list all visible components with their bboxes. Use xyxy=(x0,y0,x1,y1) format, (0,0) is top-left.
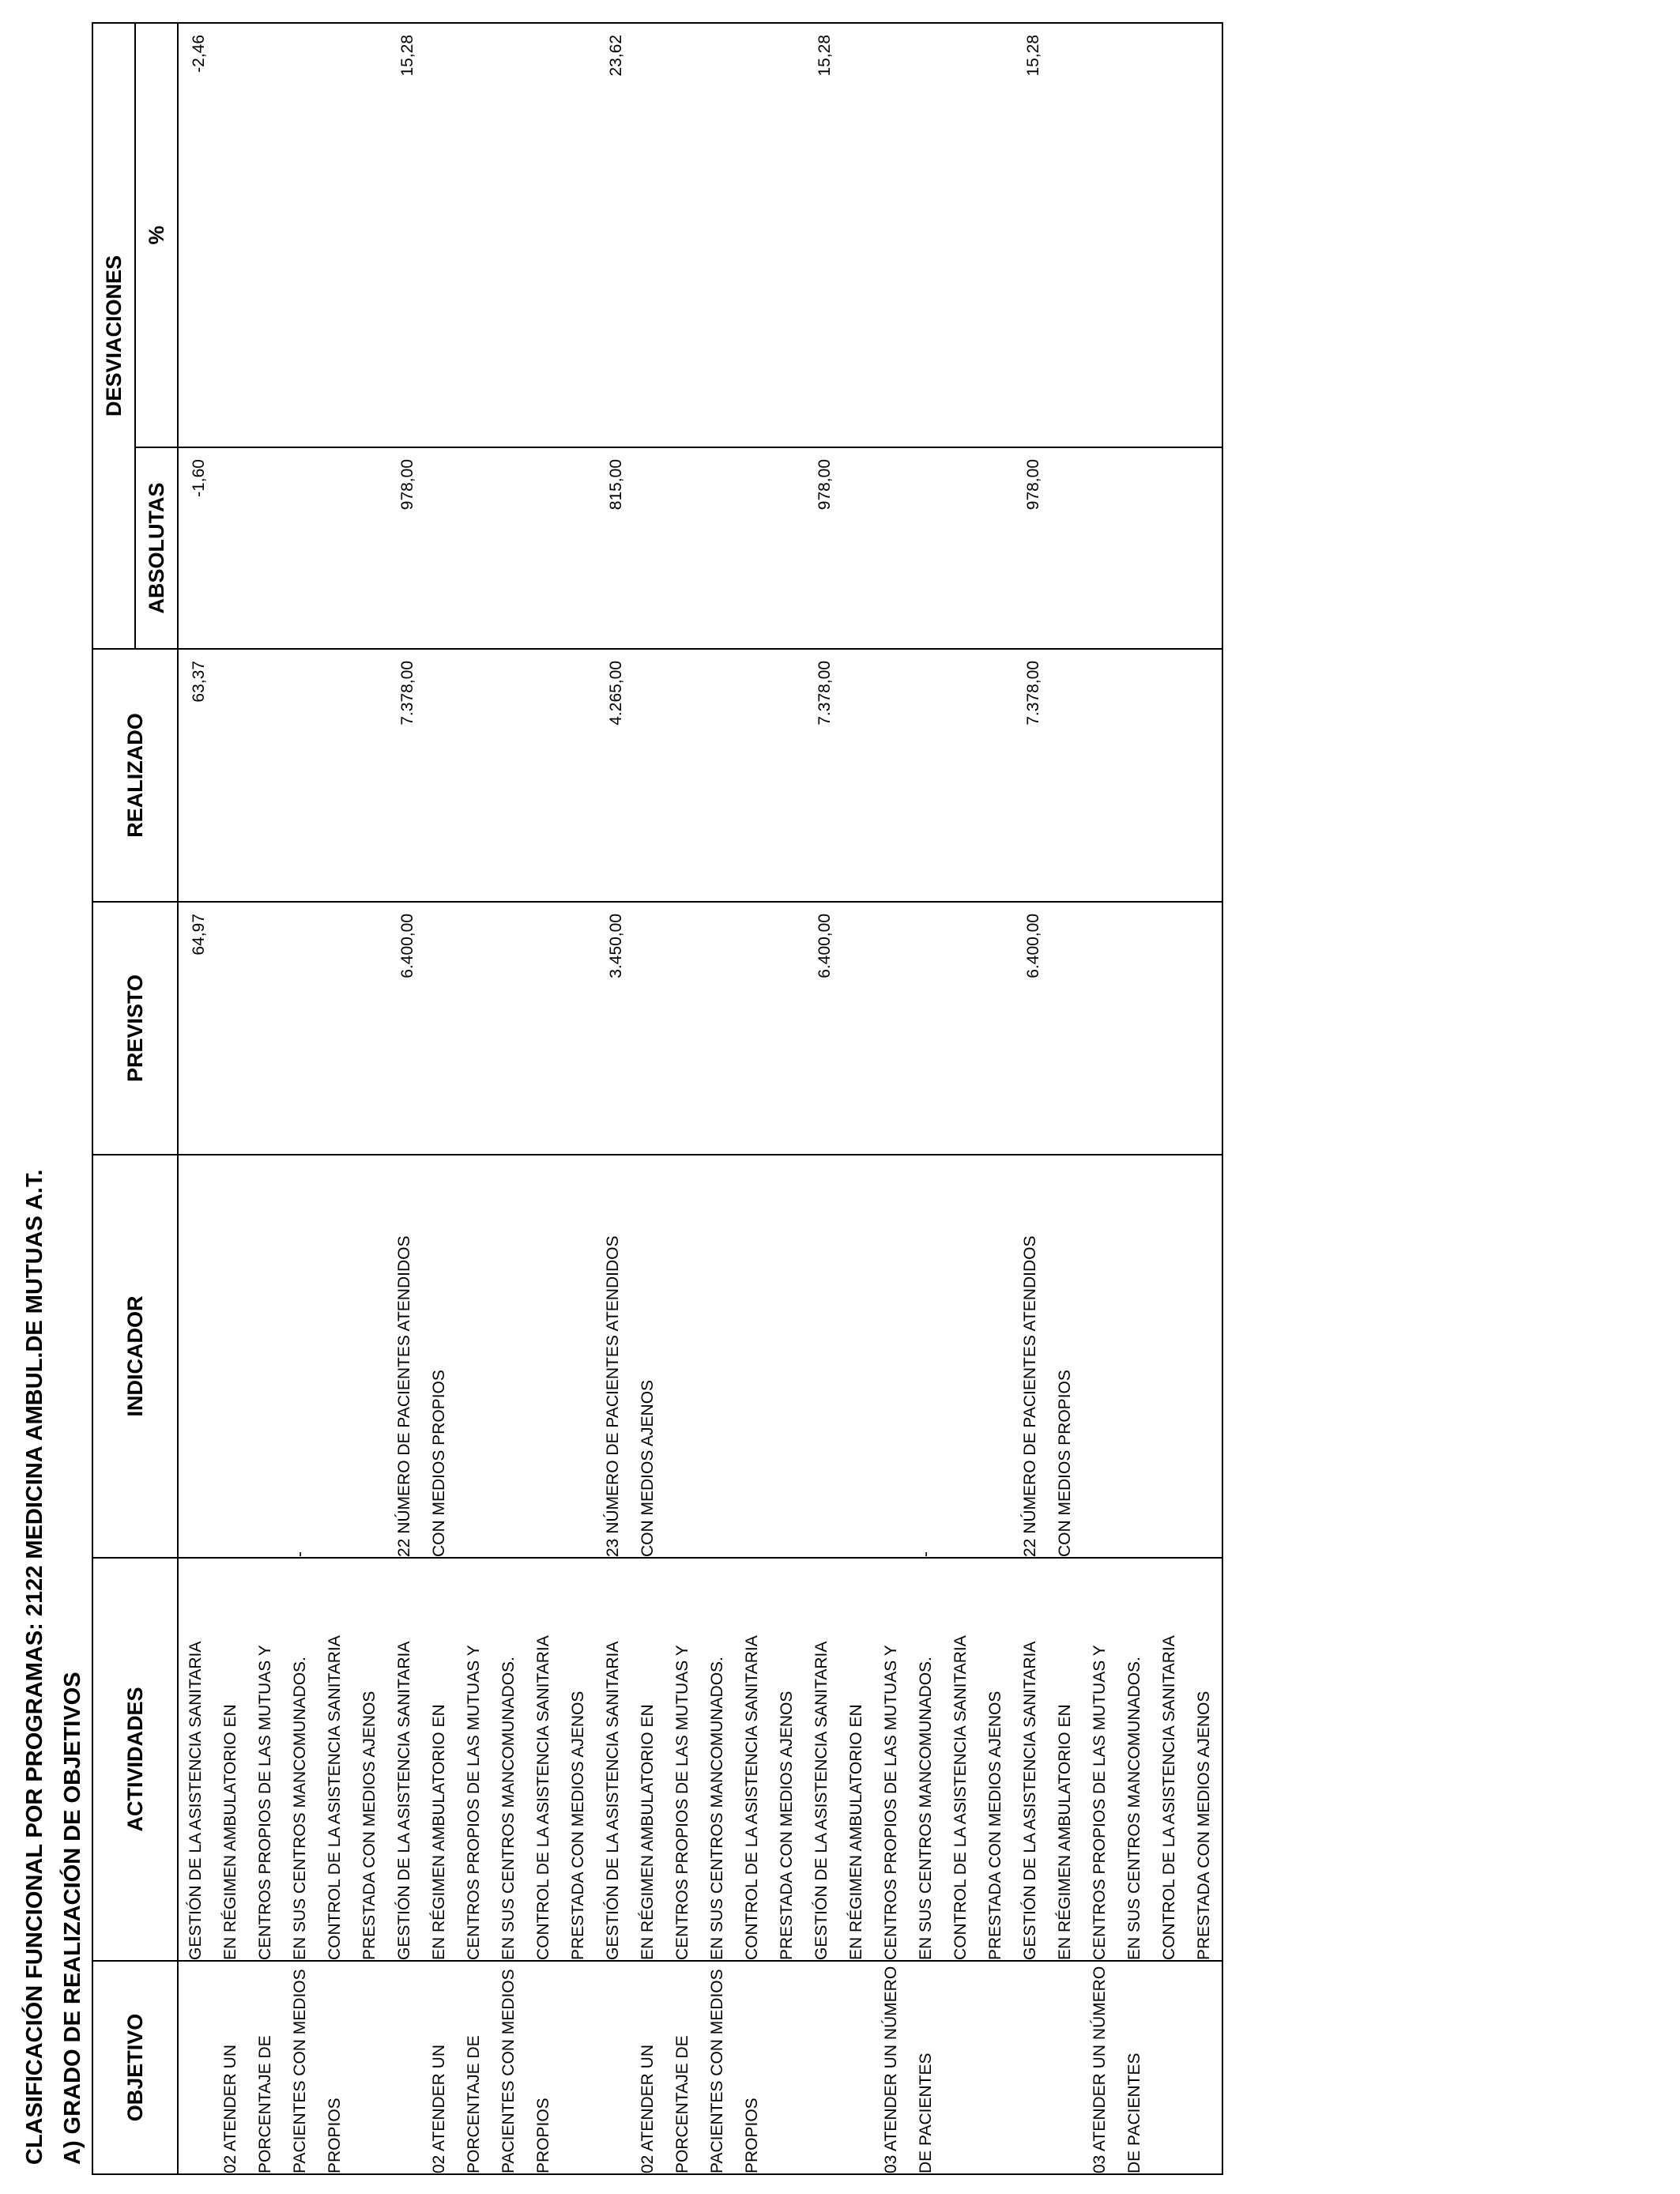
cell-porcentaje: -2,46 xyxy=(178,23,387,447)
cell-indicador: - xyxy=(178,1155,387,1558)
table-row xyxy=(178,23,387,2174)
cell-porcentaje: 15,28 xyxy=(804,23,1013,447)
cell-actividades: GESTIÓN DE LA ASISTENCIA SANITARIA EN RÉGIMEN AMBULATORIO EN CENTROS PROPIOS DE LAS MUTUAS Y EN SUS CENTROS MANCOMUNADOS. CONTROL DE LA ASISTENCIA SANITARIA PRESTADA CON MEDIOS AJENOS xyxy=(178,1558,387,1961)
header-previsto: PREVISTO xyxy=(92,902,178,1155)
cell-previsto: 6.400,00 xyxy=(387,902,596,1155)
cell-absolutas: 978,00 xyxy=(387,447,596,649)
cell-porcentaje: 15,28 xyxy=(387,23,596,447)
page-title: CLASIFICACIÓN FUNCIONAL POR PROGRAMAS: 2122 MEDICINA AMBUL.DE MUTUAS A.T. xyxy=(22,1169,47,2165)
cell-actividades: GESTIÓN DE LA ASISTENCIA SANITARIA EN RÉGIMEN AMBULATORIO EN CENTROS PROPIOS DE LAS MUTUAS Y EN SUS CENTROS MANCOMUNADOS. CONTROL DE LA ASISTENCIA SANITARIA PRESTADA CON MEDIOS AJENOS xyxy=(596,1558,804,1961)
cell-objetivo: 03 ATENDER UN NÚMERO DE PACIENTES xyxy=(804,1961,1013,2174)
cell-porcentaje: 23,62 xyxy=(596,23,804,447)
cell-previsto: 6.400,00 xyxy=(1013,902,1222,1155)
table-row xyxy=(1013,23,1222,2174)
header-desviaciones: DESVIACIONES xyxy=(92,23,135,649)
cell-porcentaje: 15,28 xyxy=(1013,23,1222,447)
header-objetivo: OBJETIVO xyxy=(92,1961,178,2174)
cell-indicador: 22 NÚMERO DE PACIENTES ATENDIDOS CON MEDIOS PROPIOS xyxy=(387,1155,596,1558)
cell-absolutas: -1,60 xyxy=(178,447,387,649)
table-row xyxy=(387,23,596,2174)
cell-previsto: 64,97 xyxy=(178,902,387,1155)
header-porcentaje: % xyxy=(135,23,178,447)
section-subtitle: A) GRADO DE REALIZACIÓN DE OBJETIVOS xyxy=(60,1672,85,2165)
cell-absolutas: 815,00 xyxy=(596,447,804,649)
cell-objetivo: 02 ATENDER UN PORCENTAJE DE PACIENTES CON MEDIOS PROPIOS xyxy=(387,1961,596,2174)
cell-actividades: GESTIÓN DE LA ASISTENCIA SANITARIA EN RÉGIMEN AMBULATORIO EN CENTROS PROPIOS DE LAS MUTUAS Y EN SUS CENTROS MANCOMUNADOS. CONTROL DE LA ASISTENCIA SANITARIA PRESTADA CON MEDIOS AJENOS xyxy=(387,1558,596,1961)
header-actividades: ACTIVIDADES xyxy=(92,1558,178,1961)
header-realizado: REALIZADO xyxy=(92,649,178,902)
cell-objetivo: 02 ATENDER UN PORCENTAJE DE PACIENTES CON MEDIOS PROPIOS xyxy=(178,1961,387,2174)
cell-actividades: GESTIÓN DE LA ASISTENCIA SANITARIA EN RÉGIMEN AMBULATORIO EN CENTROS PROPIOS DE LAS MUTUAS Y EN SUS CENTROS MANCOMUNADOS. CONTROL DE LA ASISTENCIA SANITARIA PRESTADA CON MEDIOS AJENOS xyxy=(804,1558,1013,1961)
cell-absolutas: 978,00 xyxy=(804,447,1013,649)
cell-absolutas: 978,00 xyxy=(1013,447,1222,649)
cell-previsto: 3.450,00 xyxy=(596,902,804,1155)
cell-realizado: 7.378,00 xyxy=(804,649,1013,902)
objectives-table xyxy=(92,22,1223,2175)
cell-objetivo: 02 ATENDER UN PORCENTAJE DE PACIENTES CON MEDIOS PROPIOS xyxy=(596,1961,804,2174)
cell-realizado: 7.378,00 xyxy=(387,649,596,902)
cell-objetivo: 03 ATENDER UN NÚMERO DE PACIENTES xyxy=(1013,1961,1222,2174)
cell-realizado: 63,37 xyxy=(178,649,387,902)
header-absolutas: ABSOLUTAS xyxy=(135,447,178,649)
cell-indicador: - xyxy=(804,1155,1013,1558)
cell-realizado: 7.378,00 xyxy=(1013,649,1222,902)
header-indicador: INDICADOR xyxy=(92,1155,178,1558)
cell-actividades: GESTIÓN DE LA ASISTENCIA SANITARIA EN RÉGIMEN AMBULATORIO EN CENTROS PROPIOS DE LAS MUTUAS Y EN SUS CENTROS MANCOMUNADOS. CONTROL DE LA ASISTENCIA SANITARIA PRESTADA CON MEDIOS AJENOS xyxy=(1013,1558,1222,1961)
cell-indicador: 22 NÚMERO DE PACIENTES ATENDIDOS CON MEDIOS PROPIOS xyxy=(1013,1155,1222,1558)
cell-previsto: 6.400,00 xyxy=(804,902,1013,1155)
cell-realizado: 4.265,00 xyxy=(596,649,804,902)
table-row xyxy=(804,23,1013,2174)
cell-indicador: 23 NÚMERO DE PACIENTES ATENDIDOS CON MEDIOS AJENOS xyxy=(596,1155,804,1558)
table-row xyxy=(596,23,804,2174)
